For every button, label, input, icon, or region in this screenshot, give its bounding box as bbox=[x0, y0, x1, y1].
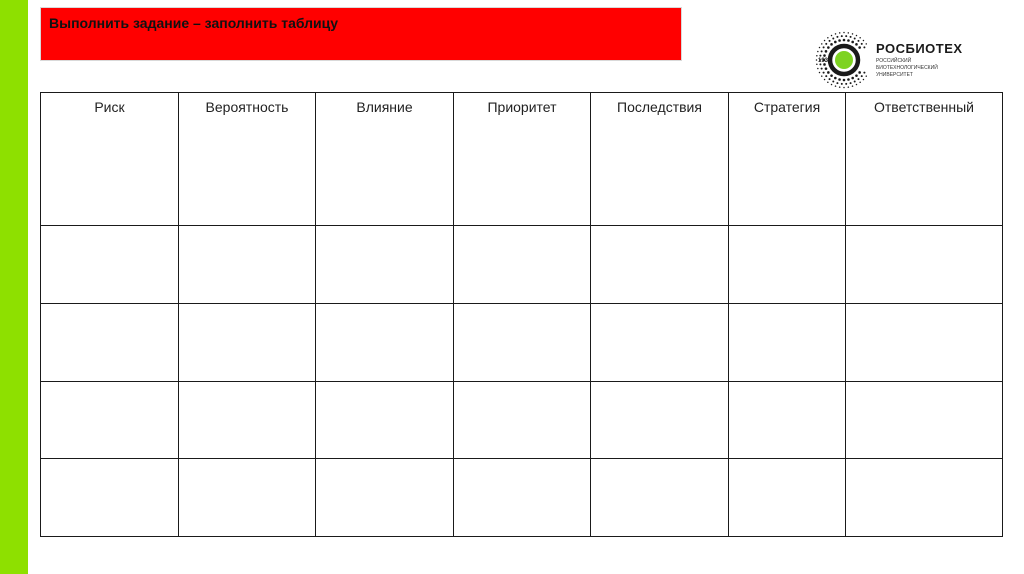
logo-dot bbox=[854, 80, 856, 82]
logo-dot bbox=[824, 40, 826, 42]
logo-dot bbox=[835, 85, 837, 87]
logo-dot bbox=[830, 74, 833, 77]
logo-dot bbox=[823, 72, 825, 74]
logo-dot bbox=[841, 83, 843, 85]
logo-dot bbox=[845, 83, 847, 85]
logo-dot bbox=[843, 79, 846, 82]
table-cell[interactable] bbox=[591, 226, 729, 304]
green-side-bar bbox=[0, 0, 28, 574]
column-header-responsible: Ответственный bbox=[846, 93, 1003, 226]
logo-dot bbox=[832, 80, 834, 82]
table-cell[interactable] bbox=[41, 459, 179, 537]
logo-dot bbox=[839, 86, 841, 88]
logo-subtitle-line: БИОТЕХНОЛОГИЧЕСКИЙ bbox=[876, 65, 938, 71]
logo-dot bbox=[852, 33, 854, 35]
logo-dot bbox=[848, 32, 850, 34]
logo-dot bbox=[817, 51, 819, 53]
table-cell[interactable] bbox=[316, 381, 454, 459]
table-cell[interactable] bbox=[316, 459, 454, 537]
logo-dot bbox=[825, 50, 828, 53]
table-cell[interactable] bbox=[179, 459, 316, 537]
logo-dot bbox=[851, 41, 854, 44]
logo-dot bbox=[817, 68, 819, 70]
logo-dot bbox=[827, 37, 829, 39]
table-cell[interactable] bbox=[454, 459, 591, 537]
table-cell[interactable] bbox=[41, 381, 179, 459]
logo-dot bbox=[834, 41, 837, 44]
logo-dot bbox=[866, 43, 868, 45]
logo-dot bbox=[834, 77, 837, 80]
logo-dot bbox=[831, 84, 833, 86]
logo-dot bbox=[839, 32, 841, 34]
table-row bbox=[41, 226, 1003, 304]
logo-subtitle-line: РОССИЙСКИЙ bbox=[876, 58, 912, 64]
table-row bbox=[41, 303, 1003, 381]
logo-dot bbox=[843, 39, 846, 42]
column-header-priority: Приоритет bbox=[454, 93, 591, 226]
column-header-risk: Риск bbox=[41, 93, 179, 226]
dotted-circle-logo-icon bbox=[812, 30, 872, 90]
table-cell[interactable] bbox=[454, 226, 591, 304]
logo-name: РОСБИОТЕХ bbox=[876, 41, 963, 56]
table-cell[interactable] bbox=[591, 381, 729, 459]
table-cell[interactable] bbox=[846, 459, 1003, 537]
logo-dot bbox=[857, 40, 859, 42]
logo-dot bbox=[832, 38, 834, 40]
logo-dot bbox=[845, 35, 847, 37]
table-cell[interactable] bbox=[846, 226, 1003, 304]
table-row bbox=[41, 381, 1003, 459]
logo-dot bbox=[827, 71, 830, 74]
table-cell[interactable] bbox=[729, 303, 846, 381]
logo-dot bbox=[857, 78, 859, 80]
logo-dot bbox=[823, 54, 826, 57]
logo-dot bbox=[831, 35, 833, 37]
logo-subtitle bbox=[876, 58, 938, 79]
logo-dot bbox=[856, 84, 858, 86]
logo-dot bbox=[854, 38, 856, 40]
table-cell[interactable] bbox=[316, 303, 454, 381]
logo-dot bbox=[856, 35, 858, 37]
logo-dot bbox=[843, 32, 845, 34]
table-cell[interactable] bbox=[846, 303, 1003, 381]
risk-table bbox=[40, 92, 1003, 537]
logo-dot bbox=[852, 85, 854, 87]
title-banner bbox=[40, 7, 682, 61]
logo-dot bbox=[825, 67, 828, 70]
table-cell[interactable] bbox=[41, 226, 179, 304]
logo-dot bbox=[819, 47, 821, 49]
logo-dot bbox=[829, 40, 831, 42]
table-cell[interactable] bbox=[729, 459, 846, 537]
logo-dot bbox=[827, 82, 829, 84]
logo-dot bbox=[859, 82, 861, 84]
logo-dot bbox=[847, 39, 850, 42]
logo-dot bbox=[838, 78, 841, 81]
logo-dot bbox=[863, 72, 865, 74]
logo-dot bbox=[841, 35, 843, 37]
logo-dot bbox=[866, 75, 868, 77]
logo-dot bbox=[835, 33, 837, 35]
table-cell[interactable] bbox=[729, 381, 846, 459]
logo-dot bbox=[821, 75, 823, 77]
column-header-impact: Влияние bbox=[316, 93, 454, 226]
logo-dot bbox=[819, 55, 821, 57]
logo-dot bbox=[825, 43, 827, 45]
logo-dot bbox=[861, 75, 863, 77]
logo-dot bbox=[847, 78, 850, 81]
logo-dot bbox=[836, 82, 838, 84]
column-header-consequences: Последствия bbox=[591, 93, 729, 226]
logo-year: 1930 bbox=[818, 58, 832, 64]
logo-dot bbox=[827, 46, 830, 49]
logo-dot bbox=[830, 43, 833, 46]
table-cell[interactable] bbox=[179, 226, 316, 304]
university-logo bbox=[812, 30, 992, 90]
logo-dot bbox=[823, 46, 825, 48]
logo-dot bbox=[816, 55, 818, 57]
logo-dot bbox=[855, 74, 858, 77]
logo-dot bbox=[850, 82, 852, 84]
logo-dot bbox=[829, 78, 831, 80]
column-header-strategy: Стратегия bbox=[729, 93, 846, 226]
table-cell[interactable] bbox=[179, 303, 316, 381]
table-cell[interactable] bbox=[316, 226, 454, 304]
logo-dot bbox=[825, 75, 827, 77]
logo-dot bbox=[843, 87, 845, 89]
logo-dot bbox=[821, 50, 823, 52]
logo-dot bbox=[836, 36, 838, 38]
table-cell[interactable] bbox=[179, 381, 316, 459]
logo-dot bbox=[859, 37, 861, 39]
logo-dot bbox=[821, 43, 823, 45]
table-cell[interactable] bbox=[591, 459, 729, 537]
logo-dot bbox=[851, 77, 854, 80]
table-cell[interactable] bbox=[591, 303, 729, 381]
logo-dot bbox=[848, 86, 850, 88]
table-cell[interactable] bbox=[846, 381, 1003, 459]
table-row bbox=[41, 459, 1003, 537]
logo-dot bbox=[858, 46, 861, 49]
table-cell[interactable] bbox=[729, 226, 846, 304]
table-cell[interactable] bbox=[454, 303, 591, 381]
logo-subtitle-line: УНИВЕРСИТЕТ bbox=[876, 72, 913, 78]
logo-dot bbox=[863, 46, 865, 48]
column-header-probability: Вероятность bbox=[179, 93, 316, 226]
logo-dot bbox=[861, 43, 863, 45]
logo-dot bbox=[838, 39, 841, 42]
slide-title: Выполнить задание – заполнить таблицу bbox=[49, 15, 339, 31]
logo-dot bbox=[855, 43, 858, 46]
logo-dot bbox=[858, 71, 861, 74]
logo-dot bbox=[863, 79, 865, 81]
logo-dot bbox=[821, 68, 823, 70]
logo-dot bbox=[850, 36, 852, 38]
logo-dot bbox=[863, 40, 865, 42]
logo-dot bbox=[819, 72, 821, 74]
logo-dot bbox=[824, 79, 826, 81]
table-cell[interactable] bbox=[41, 303, 179, 381]
table-header-row bbox=[41, 93, 1003, 226]
table-cell[interactable] bbox=[454, 381, 591, 459]
